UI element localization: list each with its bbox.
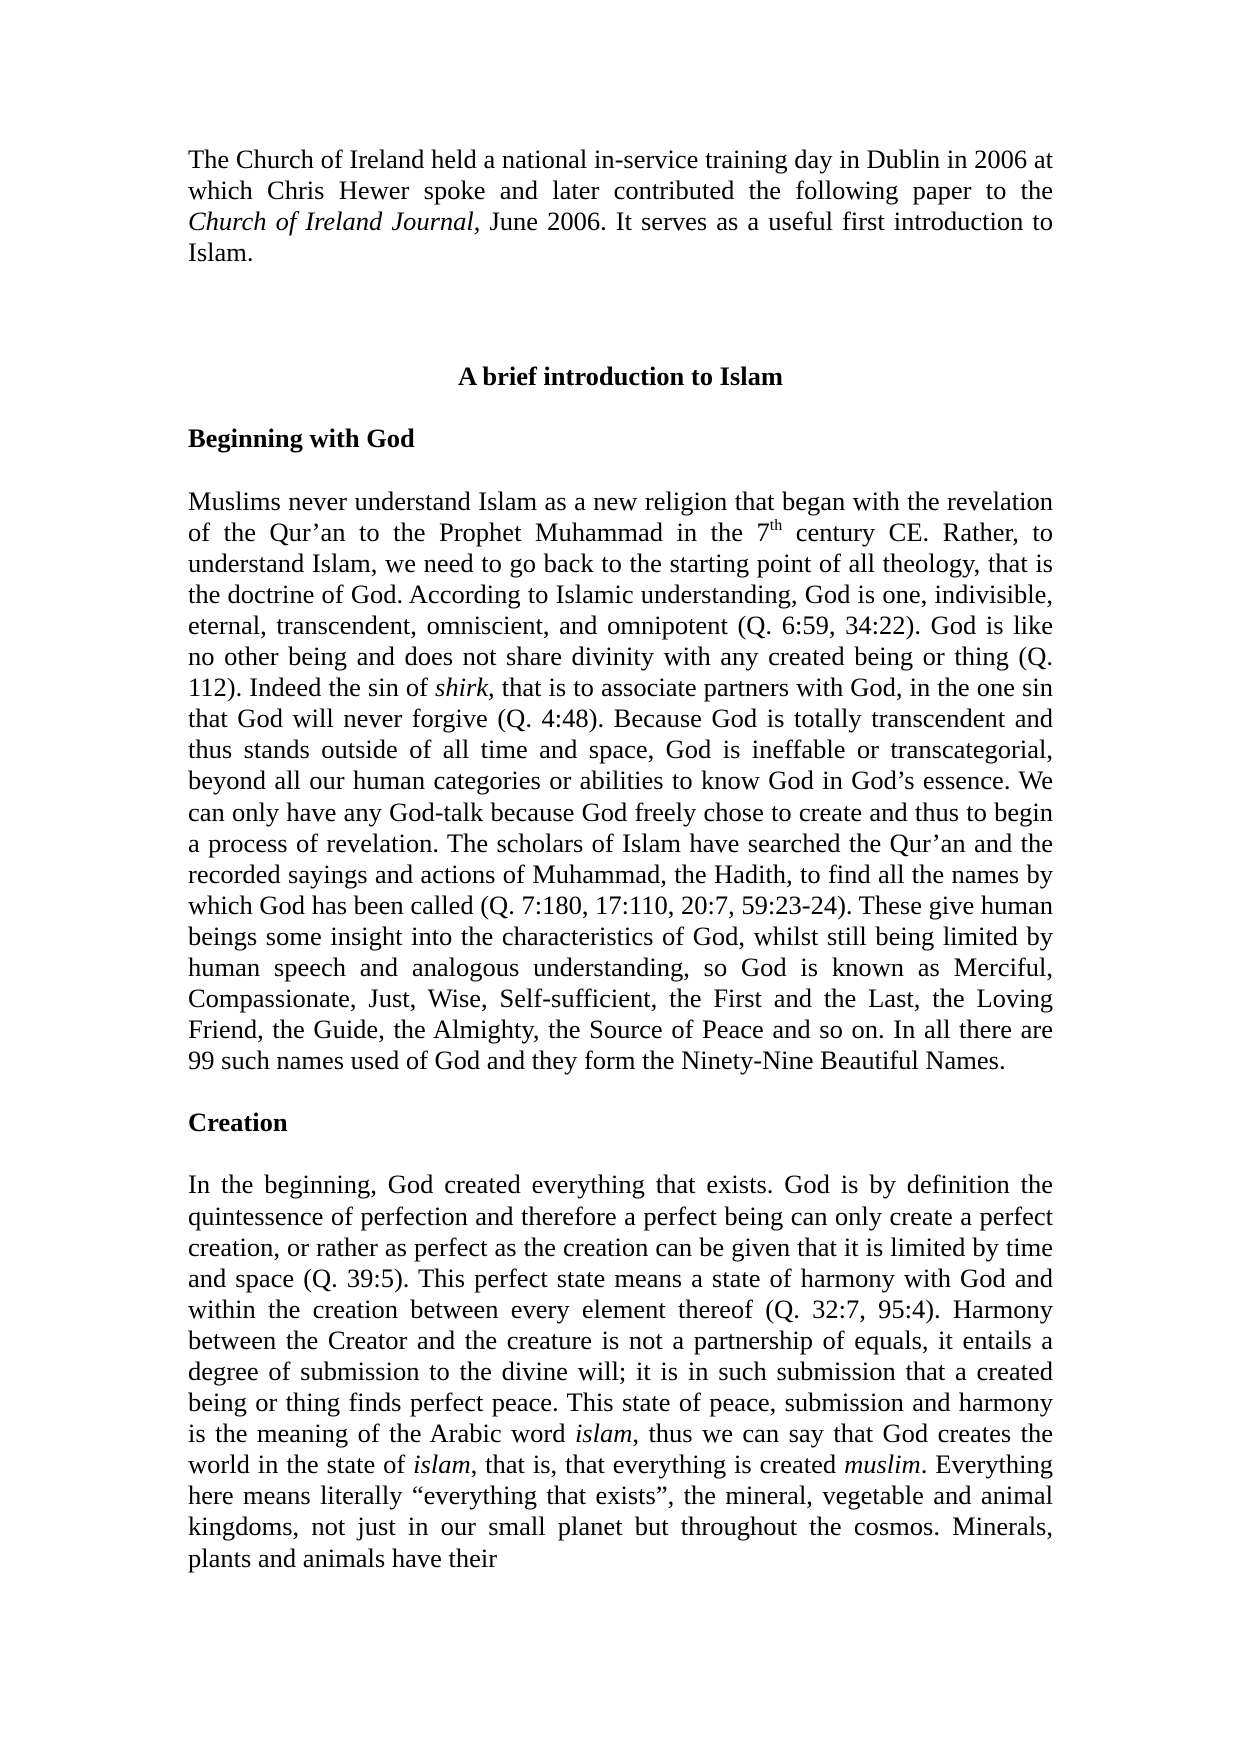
italic-term-muslim: muslim bbox=[844, 1449, 921, 1480]
spacer bbox=[188, 299, 1053, 361]
italic-term-islam: islam bbox=[574, 1418, 633, 1449]
body-text: , thus we can say that God creates the world in the state of bbox=[188, 1418, 1053, 1480]
intro-text-2: , June 2006. It serves as a useful first introduction to Islam. bbox=[188, 206, 1053, 268]
superscript-th: th bbox=[769, 516, 783, 534]
journal-title: Church of Ireland Journal bbox=[188, 206, 474, 237]
document-page bbox=[188, 144, 1053, 1574]
body-text: . Everything here means literally “everything that exists”, the mineral, vegetable and animal kingdoms, not just in our small planet but throughout the cosmos. Minerals, plants and animals have their bbox=[188, 1449, 1054, 1573]
body-text: century CE. Rather, to understand Islam, we need to go back to the starting point of all theology, that is the doctrine of God. According to Islamic understanding, God is one, indivisible, eternal, transcendent, omniscient, and omnipotent (Q. 6:59, 34:22). God is like no other being and does not share divinity with any created being or thing (Q. 112). Indeed the sin of bbox=[188, 516, 1053, 703]
section-heading-beginning-with-god: Beginning with God bbox=[188, 423, 415, 454]
italic-term-islam: islam bbox=[413, 1449, 471, 1480]
intro-text-1: The Church of Ireland held a national in-service training day in Dublin in 2006 at which Chris Hewer spoke and later contributed the following paper to the bbox=[188, 144, 1053, 206]
intro-paragraph bbox=[188, 144, 1053, 268]
body-text: In the beginning, God created everything that exists. God is by definition the quintessence of perfection and therefore a perfect being can only create a perfect creation, or rather as perfect as the creation can be given that it is limited by time and space (Q. 39:5). This perfect state means a state of harmony with God and within the creation between every element thereof (Q. 32:7, 95:4). Harmony between the Creator and the creature is not a partnership of equals, it entails a degree of submission to the divine will; it is in such submission that a created being or thing finds perfect peace. This state of peace, submission and harmony is the meaning of the Arabic word bbox=[188, 1169, 1053, 1449]
document-title: A brief introduction to Islam bbox=[458, 361, 783, 392]
section-heading-creation: Creation bbox=[188, 1107, 288, 1138]
body-text: Muslims never understand Islam as a new religion that began with the revelation of the Qur’an to the Prophet Muhammad in the 7 bbox=[188, 485, 1053, 547]
section-paragraph-creation bbox=[188, 1169, 1053, 1573]
section-paragraph-beginning-with-god bbox=[188, 486, 1053, 1077]
italic-term-shirk: shirk bbox=[435, 672, 489, 703]
body-text: , that is, that everything is created bbox=[470, 1449, 845, 1480]
body-text: , that is to associate partners with God, in the one sin that God will never forgive (Q. 4:48). Because God is totally transcendent and thus stands outside of all time and space, God is ineffable or transcategorial, beyond all our human categories or abilities to know God in God’s essence. We can only have any God-talk because God freely chose to create and thus to begin a process of revelation. The scholars of Islam have searched the Qur’an and the recorded sayings and actions of Muhammad, the Hadith, to find all the names by which God has been called (Q. 7:180, 17:110, 20:7, 59:23-24). These give human beings some insight into the characteristics of God, whilst still being limited by human speech and analogous understanding, so God is known as Merciful, Compassionate, Just, Wise, Self-sufficient, the First and the Last, the Loving Friend, the Guide, the Almighty, the Source of Peace and so on. In all there are 99 such names used of God and they form the Ninety-Nine Beautiful Names. bbox=[188, 672, 1053, 1076]
